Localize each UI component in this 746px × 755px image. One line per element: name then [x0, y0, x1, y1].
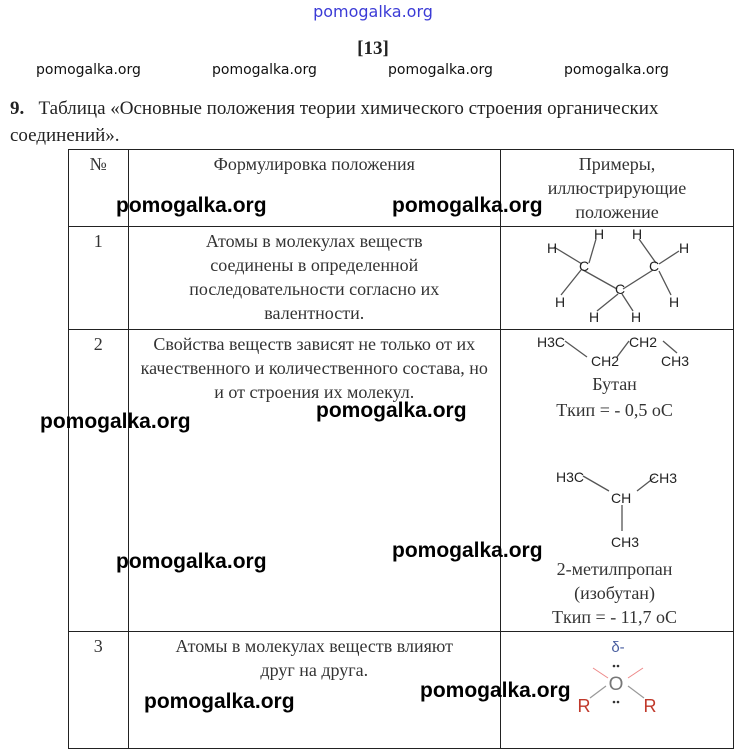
row-number: 2 — [69, 330, 129, 632]
isomers-cell — [501, 330, 734, 632]
header-examples: Примеры, иллюстрирующие положение — [501, 150, 734, 227]
row-statement: Свойства веществ зависят не только от их качественного и количественного состава, но и от строения их молекул. — [128, 330, 501, 632]
watermark: pomogalka.org — [420, 679, 571, 702]
task-text: Таблица «Основные положения теории химического строения органических соединений». — [10, 98, 659, 146]
atom-h: H — [554, 294, 565, 310]
delta-charge: δ- — [610, 639, 625, 656]
isobutane-ch3: CH3 — [649, 470, 678, 486]
butane-structure — [501, 330, 728, 368]
propane-structure — [504, 227, 731, 323]
atom-h: H — [588, 309, 599, 323]
atom-c: C — [614, 281, 625, 297]
header-statement: Формулировка положения — [128, 150, 501, 227]
atom-h: H — [546, 240, 557, 256]
isobutane-alt-name: (изобутан) — [574, 583, 655, 603]
oxygen-atom: O — [608, 674, 623, 695]
butane-name: Бутан — [592, 374, 637, 394]
propane-cell — [501, 227, 734, 330]
butane-ch2: CH2 — [629, 334, 658, 350]
task-paragraph — [10, 95, 740, 149]
watermark-small: pomogalka.org — [388, 62, 493, 78]
atom-c: C — [648, 258, 659, 274]
row-number: 3 — [69, 632, 129, 749]
atom-h: H — [678, 240, 689, 256]
isobutane-name: 2-метилпропан — [556, 559, 673, 579]
watermark: pomogalka.org — [40, 410, 191, 433]
atom-h: H — [631, 227, 642, 242]
butane-boiling-point: Tкип = - 0,5 оС — [556, 400, 673, 420]
isobutane-ch3: CH3 — [611, 534, 640, 550]
table-row — [69, 227, 734, 330]
atom-c: C — [578, 258, 589, 274]
task-number: 9. — [10, 98, 25, 119]
watermark: pomogalka.org — [116, 550, 267, 573]
isobutane-boiling-point: Tкип = - 11,7 оС — [552, 607, 678, 627]
row-statement: Атомы в молекулах веществ влияют друг на друга. — [128, 632, 501, 749]
radical-r: R — [577, 696, 591, 716]
site-link[interactable]: pomogalka.org — [313, 2, 433, 21]
watermark: pomogalka.org — [316, 399, 467, 422]
butane-ch3: CH3 — [661, 353, 690, 368]
isobutane-h3c: H3C — [556, 469, 585, 485]
butane-ch2: CH2 — [591, 353, 620, 368]
row-number: 1 — [69, 227, 129, 330]
watermark-small: pomogalka.org — [212, 62, 317, 78]
radical-r: R — [643, 696, 657, 716]
atom-h: H — [668, 294, 679, 310]
page-number: [13] — [357, 38, 389, 59]
theory-table — [68, 149, 734, 749]
atom-h: H — [630, 309, 641, 323]
watermark: pomogalka.org — [116, 194, 267, 217]
atom-h: H — [593, 227, 604, 242]
butane-h3c: H3C — [537, 334, 566, 350]
isobutane-ch: CH — [611, 490, 632, 506]
row-statement: Атомы в молекулах веществ соединены в определенной последовательности согласно их валентности. — [128, 227, 501, 330]
watermark: pomogalka.org — [144, 690, 295, 713]
table-row — [69, 330, 734, 632]
header-number: № — [69, 150, 129, 227]
watermark-small: pomogalka.org — [36, 62, 141, 78]
watermark-small: pomogalka.org — [564, 62, 669, 78]
watermark: pomogalka.org — [392, 539, 543, 562]
watermark: pomogalka.org — [392, 194, 543, 217]
